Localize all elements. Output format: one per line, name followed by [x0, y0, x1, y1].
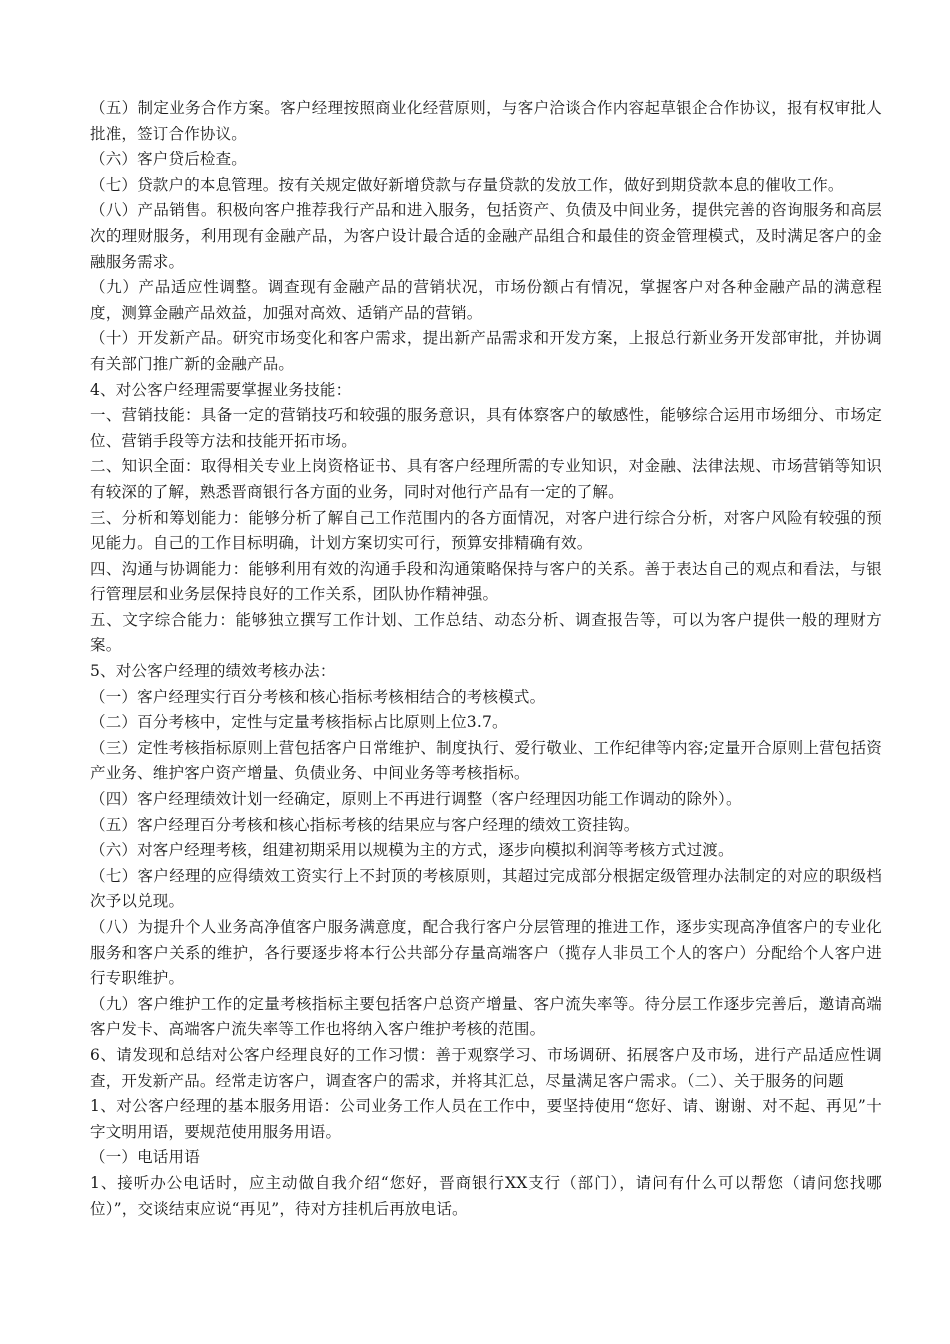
- paragraph: （八）为提升个人业务高净值客户服务满意度，配合我行客户分层管理的推进工作，逐步实现高净值客户的专业化服务和客户关系的维护，各行要逐步将本行公共部分存量高端客户（揽存人非员工个人的客户）分配给个人客户进行专职维护。: [90, 918, 882, 988]
- paragraph: （三）定性考核指标原则上营包括客户日常维护、制度执行、爱行敬业、工作纪律等内容;定量开合原则上营包括资产业务、维护客户资产增量、负债业务、中间业务等考核指标。: [90, 738, 882, 783]
- paragraph: 一、营销技能：具备一定的营销技巧和较强的服务意识，具有体察客户的敏感性，能够综合运用市场细分、市场定位、营销手段等方法和技能开拓市场。: [90, 406, 882, 450]
- paragraph: （二）百分考核中，定性与定量考核指标占比原则上位3.7。: [90, 713, 508, 732]
- paragraph: （五）制定业务合作方案。客户经理按照商业化经营原则，与客户洽谈合作内容起草银企合作协议，报有权审批人批准，签订合作协议。: [90, 99, 882, 143]
- paragraph: 二、知识全面：取得相关专业上岗资格证书、具有客户经理所需的专业知识，对金融、法律法规、市场营销等知识有较深的了解，熟悉晋商银行各方面的业务，同时对他行产品有一定的了解。: [90, 457, 882, 501]
- paragraph: （八）产品销售。积极向客户推荐我行产品和进入服务，包括资产、负债及中间业务，提供完善的咨询服务和高层次的理财服务，利用现有金融产品，为客户设计最合适的金融产品组合和最佳的资金管理模式，及时满足客户的金融服务需求。: [90, 201, 882, 271]
- paragraph: （六）对客户经理考核，组建初期采用以规模为主的方式，逐步向模拟利润等考核方式过渡。: [90, 841, 734, 860]
- section-heading: 5、对公客户经理的绩效考核办法：: [90, 662, 336, 681]
- paragraph: （七）客户经理的应得绩效工资实行上不封顶的考核原则，其超过完成部分根据定级管理办法制定的对应的职级档次予以兑现。: [90, 866, 882, 911]
- paragraph: （十）开发新产品。研究市场变化和客户需求，提出新产品需求和开发方案，上报总行新业务开发部审批，并协调有关部门推广新的金融产品。: [90, 329, 882, 373]
- paragraph: （七）贷款户的本息管理。按有关规定做好新增贷款与存量贷款的发放工作，做好到期贷款本息的催收工作。: [90, 175, 844, 194]
- section-heading: 6、请发现和总结对公客户经理良好的工作习惯：善于观察学习、市场调研、拓展客户及市场，进行产品适应性调查，开发新产品。经常走访客户，调查客户的需求，并将其汇总，尽量满足客户需求。（二）、关于服务的问题: [90, 1045, 882, 1090]
- paragraph: 五、文字综合能力：能够独立撰写工作计划、工作总结、动态分析、调查报告等，可以为客户提供一般的理财方案。: [90, 610, 882, 655]
- paragraph: （一）客户经理实行百分考核和核心指标考核相结合的考核模式。: [90, 687, 546, 706]
- paragraph: 1、接听办公电话时，应主动做自我介绍“您好，晋商银行XX支行（部门），请问有什么可以帮您（请问您找哪位）”，交谈结束应说“再见”，待对方挂机后再放电话。: [90, 1173, 882, 1218]
- subsection-heading: （一）电话用语: [90, 1148, 200, 1167]
- document-body: [90, 96, 882, 1222]
- paragraph: （六）客户贷后检查。: [90, 150, 248, 169]
- paragraph: （四）客户经理绩效计划一经确定，原则上不再进行调整（客户经理因功能工作调动的除外）。: [90, 790, 742, 809]
- paragraph: （九）产品适应性调整。调查现有金融产品的营销状况，市场份额占有情况，掌握客户对各种金融产品的满意程度，测算金融产品效益，加强对高效、适销产品的营销。: [90, 278, 882, 322]
- section-heading: 4、对公客户经理需要掌握业务技能：: [90, 380, 352, 399]
- paragraph: （五）客户经理百分考核和核心指标考核的结果应与客户经理的绩效工资挂钩。: [90, 815, 640, 834]
- paragraph: 1、对公客户经理的基本服务用语：公司业务工作人员在工作中，要坚持使用“您好、请、谢谢、对不起、再见”十字文明用语，要规范使用服务用语。: [90, 1097, 882, 1141]
- paragraph: （九）客户维护工作的定量考核指标主要包括客户总资产增量、客户流失率等。待分层工作逐步完善后，邀请高端客户发卡、高端客户流失率等工作也将纳入客户维护考核的范围。: [90, 994, 882, 1039]
- paragraph: 四、沟通与协调能力：能够利用有效的沟通手段和沟通策略保持与客户的关系。善于表达自己的观点和看法，与银行管理层和业务层保持良好的工作关系，团队协作精神强。: [90, 559, 882, 604]
- paragraph: 三、分析和筹划能力：能够分析了解自己工作范围内的各方面情况，对客户进行综合分析，对客户风险有较强的预见能力。自己的工作目标明确，计划方案切实可行，预算安排精确有效。: [90, 508, 882, 553]
